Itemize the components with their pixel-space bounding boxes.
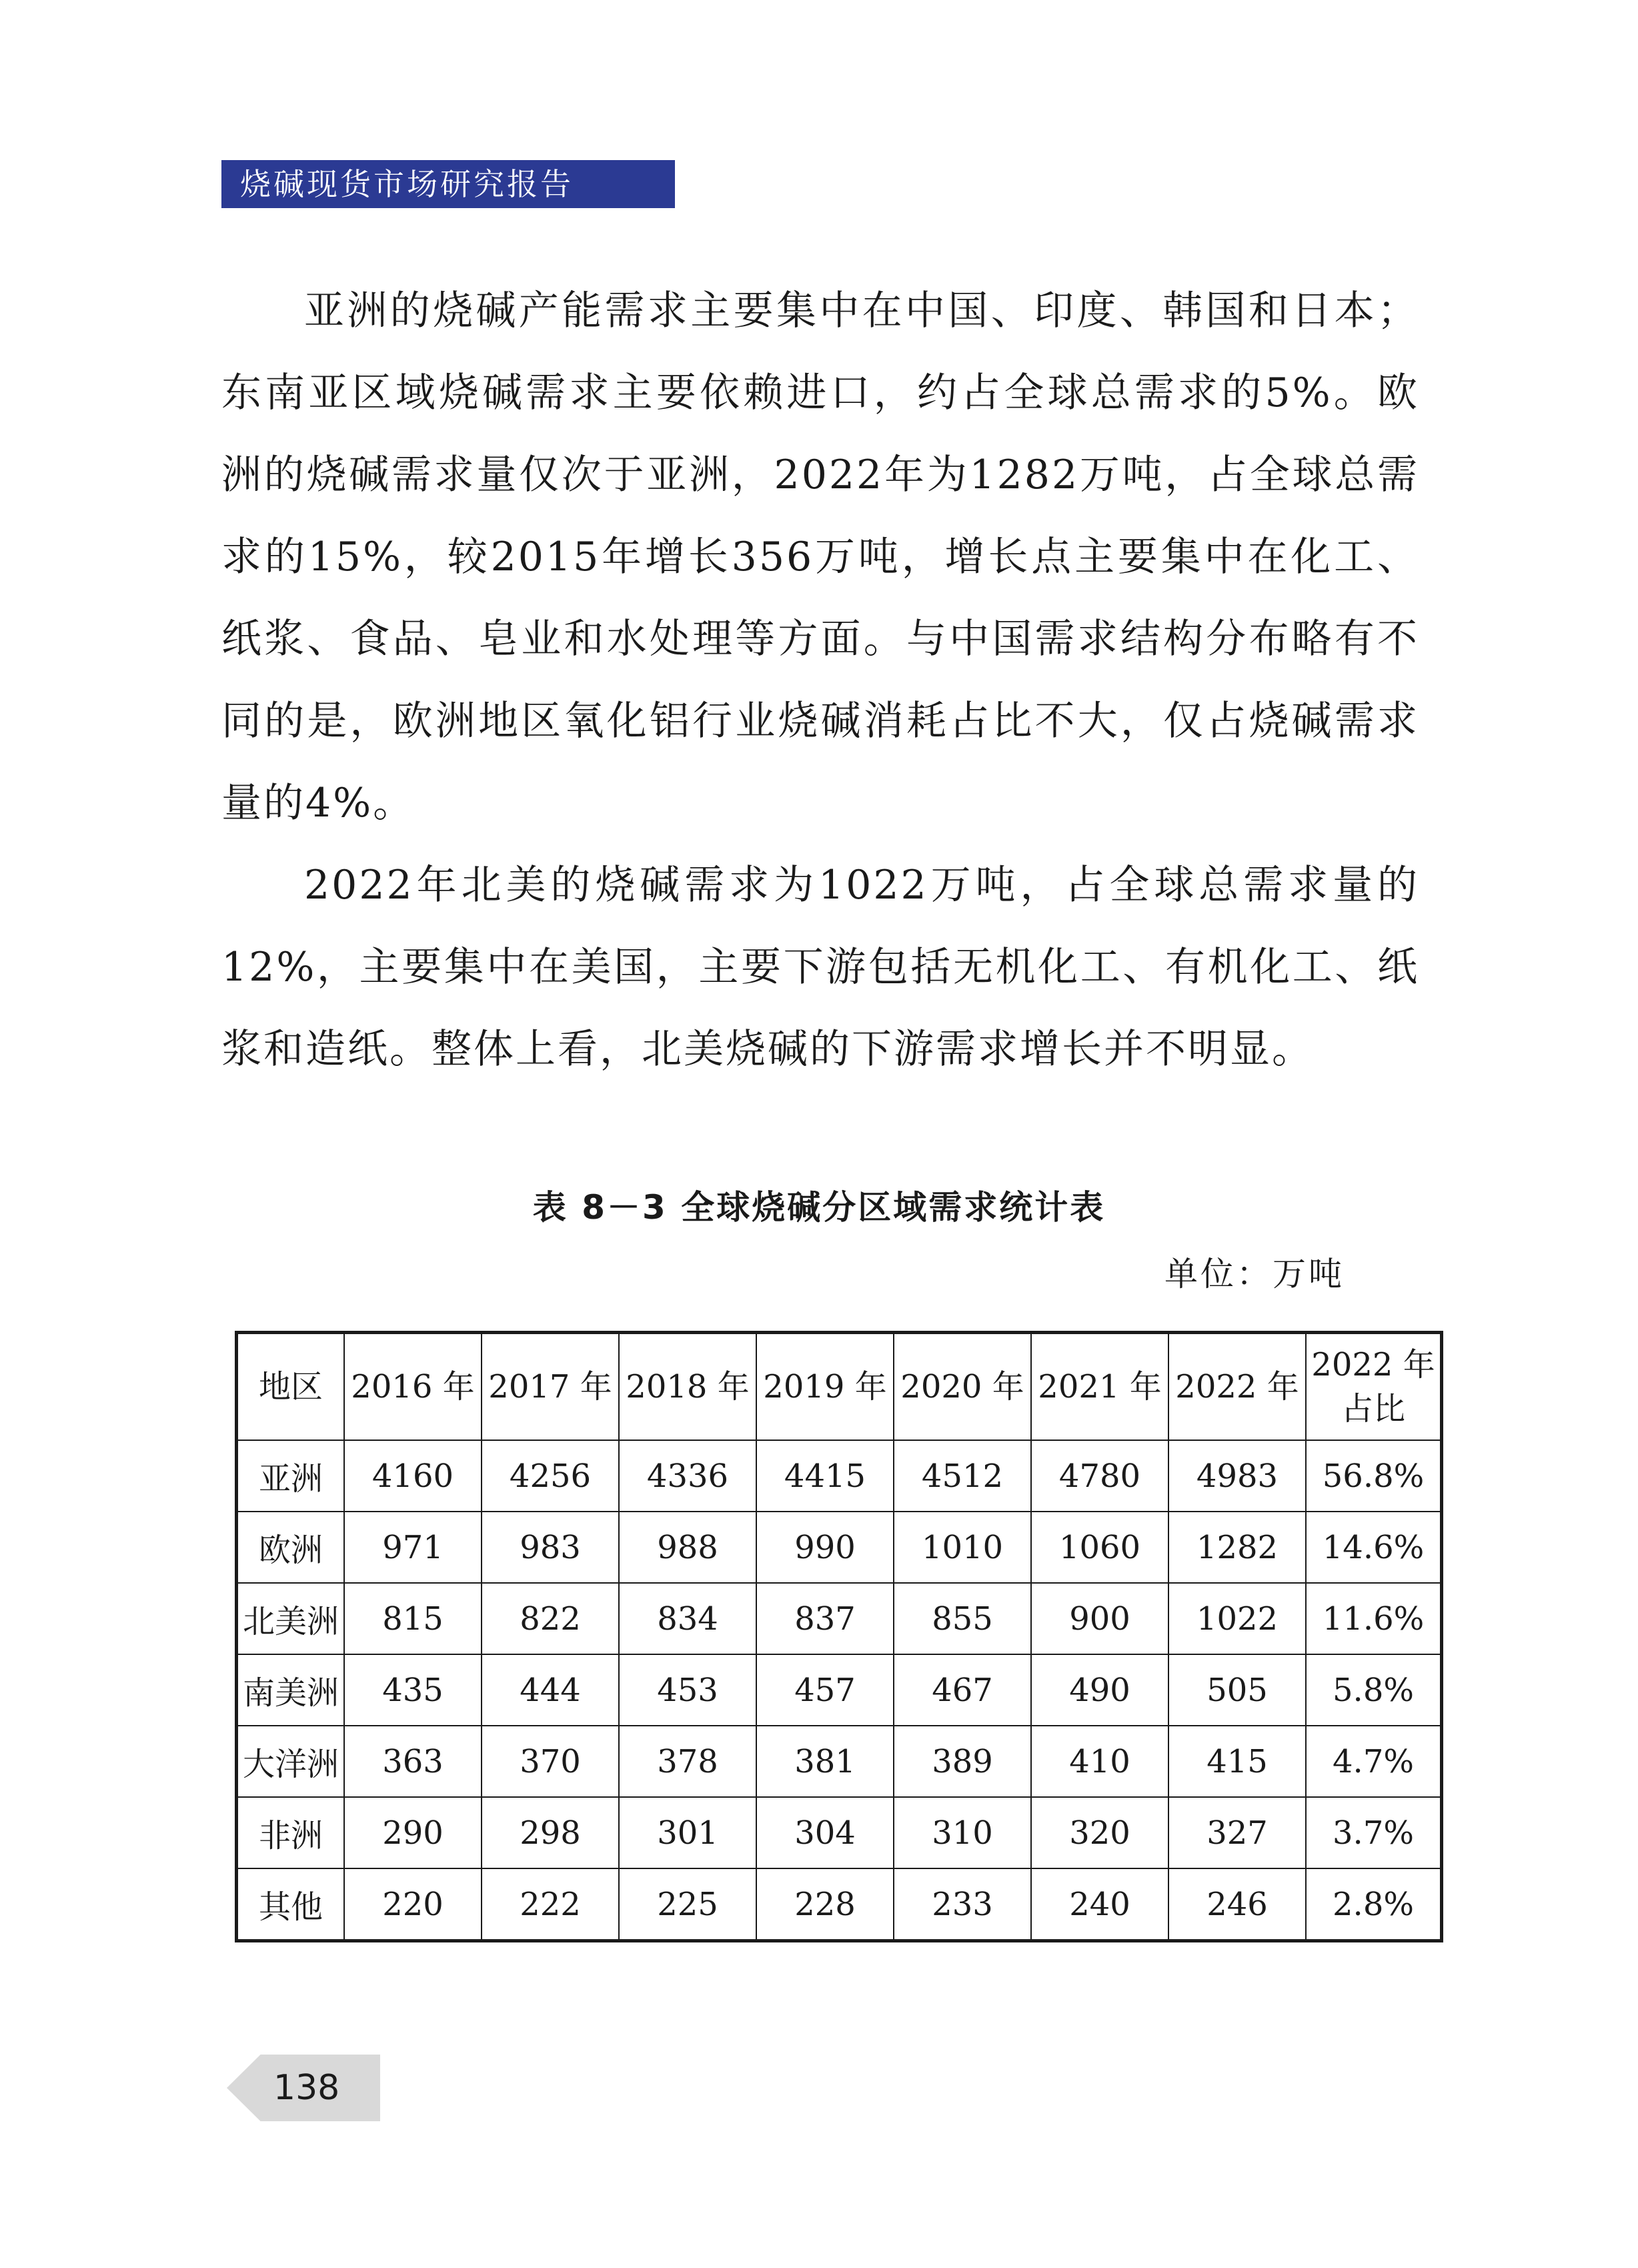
value-cell: 304 xyxy=(756,1797,894,1868)
value-cell: 983 xyxy=(482,1512,619,1583)
value-cell: 225 xyxy=(619,1868,756,1941)
table-unit: 单位：万吨 xyxy=(1164,1255,1345,1293)
value-cell: 381 xyxy=(756,1726,894,1797)
value-cell: 246 xyxy=(1168,1868,1306,1941)
value-cell: 327 xyxy=(1168,1797,1306,1868)
value-cell: 228 xyxy=(756,1868,894,1941)
table-row xyxy=(237,1512,1442,1583)
value-cell: 453 xyxy=(619,1654,756,1726)
header-cell-2020: 2020 年 xyxy=(894,1333,1031,1441)
value-cell: 834 xyxy=(619,1583,756,1654)
value-cell: 837 xyxy=(756,1583,894,1654)
value-cell: 301 xyxy=(619,1797,756,1868)
value-cell: 378 xyxy=(619,1726,756,1797)
table-header-row xyxy=(237,1333,1442,1441)
header-cell-2019: 2019 年 xyxy=(756,1333,894,1441)
value-cell: 320 xyxy=(1031,1797,1168,1868)
value-cell: 4983 xyxy=(1168,1440,1306,1512)
value-cell: 370 xyxy=(482,1726,619,1797)
value-cell: 222 xyxy=(482,1868,619,1941)
value-cell: 4415 xyxy=(756,1440,894,1512)
share-cell: 11.6% xyxy=(1306,1583,1442,1654)
share-cell: 2.8% xyxy=(1306,1868,1442,1941)
value-cell: 822 xyxy=(482,1583,619,1654)
paragraph-asia-europe: 亚洲的烧碱产能需求主要集中在中国、印度、韩国和日本；东南亚区域烧碱需求主要依赖进口，约占全球总需求的5%。欧洲的烧碱需求量仅次于亚洲，2022年为1282万吨，占全球总需求的15%，较2015年增长356万吨，增长点主要集中在化工、纸浆、食品、皂业和水处理等方面。与中国需求结构分布略有不同的是，欧洲地区氧化铝行业烧碱消耗占比不大，仅占烧碱需求量的4%。 xyxy=(221,288,1419,826)
table-row xyxy=(237,1583,1442,1654)
value-cell: 1060 xyxy=(1031,1512,1168,1583)
table-row xyxy=(237,1726,1442,1797)
value-cell: 290 xyxy=(344,1797,482,1868)
value-cell: 490 xyxy=(1031,1654,1168,1726)
value-cell: 4336 xyxy=(619,1440,756,1512)
share-cell: 14.6% xyxy=(1306,1512,1442,1583)
value-cell: 467 xyxy=(894,1654,1031,1726)
header-cell-2021: 2021 年 xyxy=(1031,1333,1168,1441)
value-cell: 4512 xyxy=(894,1440,1031,1512)
demand-by-region-table xyxy=(235,1331,1443,1942)
value-cell: 4160 xyxy=(344,1440,482,1512)
value-cell: 1282 xyxy=(1168,1512,1306,1583)
share-cell: 3.7% xyxy=(1306,1797,1442,1868)
value-cell: 971 xyxy=(344,1512,482,1583)
page-number: 138 xyxy=(273,2068,340,2108)
value-cell: 410 xyxy=(1031,1726,1168,1797)
value-cell: 4780 xyxy=(1031,1440,1168,1512)
value-cell: 310 xyxy=(894,1797,1031,1868)
table-row xyxy=(237,1797,1442,1868)
header-cell-2022: 2022 年 xyxy=(1168,1333,1306,1441)
value-cell: 389 xyxy=(894,1726,1031,1797)
header-cell-region: 地区 xyxy=(237,1333,345,1441)
table-row xyxy=(237,1654,1442,1726)
value-cell: 900 xyxy=(1031,1583,1168,1654)
value-cell: 435 xyxy=(344,1654,482,1726)
region-cell: 亚洲 xyxy=(237,1440,345,1512)
value-cell: 220 xyxy=(344,1868,482,1941)
header-cell-2016: 2016 年 xyxy=(344,1333,482,1441)
value-cell: 1010 xyxy=(894,1512,1031,1583)
table-body xyxy=(237,1440,1442,1941)
value-cell: 1022 xyxy=(1168,1583,1306,1654)
region-cell: 北美洲 xyxy=(237,1583,345,1654)
value-cell: 4256 xyxy=(482,1440,619,1512)
value-cell: 505 xyxy=(1168,1654,1306,1726)
region-cell: 大洋洲 xyxy=(237,1726,345,1797)
value-cell: 855 xyxy=(894,1583,1031,1654)
table-title: 表 8－3 全球烧碱分区域需求统计表 xyxy=(532,1188,1106,1227)
running-header-title: 烧碱现货市场研究报告 xyxy=(240,166,574,202)
value-cell: 240 xyxy=(1031,1868,1168,1941)
table-row xyxy=(237,1868,1442,1941)
value-cell: 815 xyxy=(344,1583,482,1654)
region-cell: 其他 xyxy=(237,1868,345,1941)
share-cell: 4.7% xyxy=(1306,1726,1442,1797)
header-cell-2022-share: 2022 年占比 xyxy=(1306,1333,1442,1441)
share-cell: 56.8% xyxy=(1306,1440,1442,1512)
value-cell: 233 xyxy=(894,1868,1031,1941)
value-cell: 457 xyxy=(756,1654,894,1726)
value-cell: 415 xyxy=(1168,1726,1306,1797)
header-cell-2017: 2017 年 xyxy=(482,1333,619,1441)
paragraph-north-america: 2022年北美的烧碱需求为1022万吨，占全球总需求量的12%，主要集中在美国，主要下游包括无机化工、有机化工、纸浆和造纸。整体上看，北美烧碱的下游需求增长并不明显。 xyxy=(221,862,1419,1073)
value-cell: 990 xyxy=(756,1512,894,1583)
value-cell: 988 xyxy=(619,1512,756,1583)
value-cell: 363 xyxy=(344,1726,482,1797)
region-cell: 南美洲 xyxy=(237,1654,345,1726)
share-cell: 5.8% xyxy=(1306,1654,1442,1726)
value-cell: 298 xyxy=(482,1797,619,1868)
region-cell: 非洲 xyxy=(237,1797,345,1868)
value-cell: 444 xyxy=(482,1654,619,1726)
table-row xyxy=(237,1440,1442,1512)
region-cell: 欧洲 xyxy=(237,1512,345,1583)
header-cell-2018: 2018 年 xyxy=(619,1333,756,1441)
